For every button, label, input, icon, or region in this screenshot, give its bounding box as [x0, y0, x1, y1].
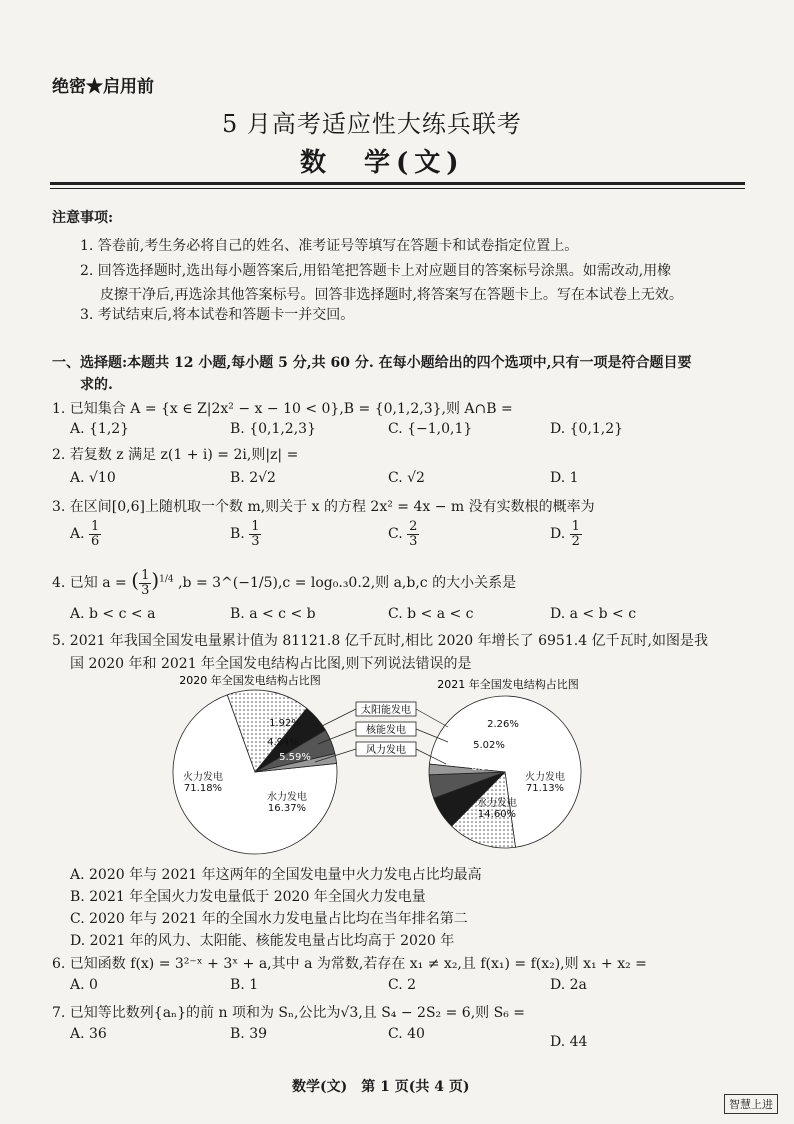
legend-wind: 风力发电 [366, 745, 406, 756]
pie2020-label-3: 4.94% [267, 737, 299, 748]
header-rule-thin [50, 188, 745, 189]
note-1: 1. 答卷前,考生务必将自己的姓名、准考证号等填写在答题卡和试卷指定位置上。 [80, 238, 579, 254]
q2-option-d: D. 1 [550, 470, 579, 486]
q5-option-c: C. 2020 年与 2021 年的全国水力发电量占比均在当年排名第二 [70, 911, 468, 927]
q5-option-a: A. 2020 年与 2021 年这两年的全国发电量中火力发电占比均最高 [70, 867, 482, 883]
pie2021-label-3: 5.02% [473, 740, 505, 751]
q4-option-a: A. b < c < a [70, 606, 156, 622]
q6-option-d: D. 2a [550, 977, 587, 993]
header-rule-thick [50, 182, 745, 185]
pie-charts-figure [170, 672, 610, 862]
q3-option-b [230, 520, 261, 548]
q5-stem-line2: 国 2020 年和 2021 年全国发电结构占比图,则下列说法错误的是 [70, 656, 472, 672]
q1-stem: 1. 已知集合 A = {x ∈ Z|2x² − x − 10 < 0},B = {0,1,2,3},则 A∩B = [52, 401, 513, 417]
pie-chart-2021 [429, 696, 581, 848]
q1-option-a: A. {1,2} [70, 421, 130, 437]
q2-stem: 2. 若复数 z 满足 z(1 + i) = 2i,则|z| = [52, 447, 299, 463]
pie2020-title: 2020 年全国发电结构占比图 [179, 674, 321, 687]
q7-option-c: C. 40 [388, 1026, 425, 1042]
secret-label: 绝密★启用前 [52, 77, 154, 97]
q6-option-c: C. 2 [388, 977, 417, 993]
q4-option-c: C. b < a < c [388, 606, 474, 622]
q3-c-fraction: $\frac{2}{3}$ [409, 519, 418, 549]
q3-d-label: D. [550, 526, 566, 543]
pie2020-label-2: 5.59% [279, 752, 311, 763]
q3-option-d [550, 520, 582, 548]
note-2-cont: 皮擦干净后,再选涂其他答案标号。回答非选择题时,将答案写在答题卡上。写在本试卷上无效。 [100, 287, 683, 303]
pie2021-label-0: 火力发电 71.13% [525, 772, 565, 794]
q5-option-d: D. 2021 年的风力、太阳能、核能发电量占比均高于 2020 年 [70, 933, 455, 949]
q7-stem: 7. 已知等比数列{aₙ}的前 n 项和为 Sₙ,公比为√3,且 S₄ − 2S₂ = 6,则 S₆ = [52, 1005, 525, 1021]
pie2020-label-4: 1.92% [269, 718, 301, 729]
q4-exponent: 1/4 [159, 574, 174, 585]
q3-c-label: C. [388, 526, 403, 543]
q1-option-d: D. {0,1,2} [550, 421, 624, 437]
pie2021-label-4: 2.26% [487, 719, 519, 730]
legend-nuclear: 核能发电 [366, 725, 406, 736]
q1-option-c: C. {−1,0,1} [388, 421, 473, 437]
subject-title: 数 学(文) [300, 148, 465, 178]
q3-a-label: A. [70, 526, 85, 543]
q4-option-b: B. a < c < b [230, 606, 316, 622]
pie2021-label-1: 水力发电 14.60% [477, 798, 517, 820]
section-heading: 一、选择题:本题共 12 小题,每小题 5 分,共 60 分. 在每小题给出的四个选项中,只有一项是符合题目要 [52, 355, 692, 371]
pie2021-label-2: 6.99% [471, 762, 503, 773]
q3-option-a [70, 520, 101, 548]
q2-option-b: B. 2√2 [230, 470, 276, 486]
q5-stem-line1: 5. 2021 年我国全国发电量累计值为 81121.8 亿千瓦时,相比 2020 年增长了 6951.4 亿千瓦时,如图是我 [52, 633, 708, 649]
q7-option-a: A. 36 [70, 1026, 107, 1042]
q3-a-fraction: $\frac{1}{6}$ [91, 519, 100, 549]
pie-chart-2020 [173, 690, 337, 854]
q3-d-fraction: $\frac{1}{2}$ [571, 519, 580, 549]
q2-option-c: C. √2 [388, 470, 425, 486]
q6-option-a: A. 0 [70, 977, 98, 993]
q7-option-d: D. 44 [550, 1034, 588, 1050]
pie2020-label-1: 水力发电 16.37% [267, 792, 307, 814]
q6-option-b: B. 1 [230, 977, 259, 993]
q3-stem: 3. 在区间[0,6]上随机取一个数 m,则关于 x 的方程 2x² = 4x − m 没有实数根的概率为 [52, 499, 595, 515]
exam-title: 5 月高考适应性大练兵联考 [222, 110, 522, 138]
q7-option-b: B. 39 [230, 1026, 268, 1042]
q4-option-d: D. a < b < c [550, 606, 637, 622]
section-heading-cont: 求的. [80, 377, 113, 393]
q3-b-fraction: $\frac{1}{3}$ [251, 519, 260, 549]
q1-option-b: B. {0,1,2,3} [230, 421, 316, 437]
q6-stem: 6. 已知函数 f(x) = 3²⁻ˣ + 3ˣ + a,其中 a 为常数,若存在 x₁ ≠ x₂,且 f(x₁) = f(x₂),则 x₁ + x₂ = [52, 956, 647, 972]
note-3: 3. 考试结束后,将本试卷和答题卡一并交回。 [80, 307, 355, 323]
q3-b-label: B. [230, 526, 245, 543]
q2-option-a: A. √10 [70, 470, 116, 486]
q4-stem: 4. 已知 a = ( $\frac{1}{3}$ )$^{1/4}$ ,b = 3^(−1/5),c = log₀.₃0.2,则 a,b,c 的大小关系是 [52, 567, 517, 598]
notes-heading: 注意事项: [52, 210, 114, 226]
pie2020-label-0: 火力发电 71.18% [183, 772, 223, 794]
page-footer: 数学(文) 第 1 页(共 4 页) [292, 1079, 470, 1095]
stamp-logo: 智慧上进 [724, 1094, 778, 1114]
note-2: 2. 回答选择题时,选出每小题答案后,用铅笔把答题卡上对应题目的答案标号涂黑。如需改动,用橡 [80, 263, 672, 279]
q3-option-c [388, 520, 419, 548]
q4-base-fraction: $\frac{1}{3}$ [141, 567, 150, 598]
pie2021-title: 2021 年全国发电结构占比图 [437, 678, 579, 691]
q5-option-b: B. 2021 年全国火力发电量低于 2020 年全国火力发电量 [70, 889, 426, 905]
legend-solar: 太阳能发电 [361, 705, 411, 716]
